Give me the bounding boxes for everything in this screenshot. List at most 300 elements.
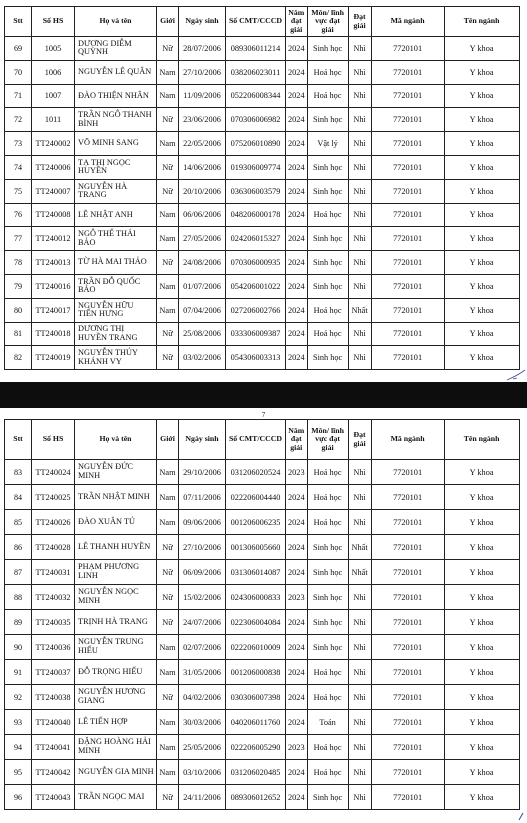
cell-birth-date: 27/10/2006 xyxy=(179,60,226,84)
cell-id-number: 036306003579 xyxy=(226,179,286,203)
cell-award-rank: Nhì xyxy=(348,203,371,227)
cell-full-name: LÊ TIẾN HỢP xyxy=(75,710,157,735)
header-full-name: Họ và tên xyxy=(75,7,157,37)
cell-full-name: LÊ THANH HUYỀN xyxy=(75,535,157,560)
cell-birth-date: 23/06/2006 xyxy=(179,108,226,132)
cell-major-name: Y khoa xyxy=(444,510,519,535)
cell-stt: 95 xyxy=(5,760,32,785)
cell-student-id: TT240016 xyxy=(32,274,75,298)
cell-student-id: TT240036 xyxy=(32,635,75,660)
cell-award-subject: Hoá học xyxy=(307,510,348,535)
header-award-year: Năm đạt giải xyxy=(286,420,308,460)
cell-award-year: 2024 xyxy=(286,485,308,510)
cell-award-rank: Nhì xyxy=(348,37,371,61)
cell-stt: 80 xyxy=(5,298,32,322)
cell-major-name: Y khoa xyxy=(444,179,519,203)
cell-full-name: LÊ NHẬT ANH xyxy=(75,203,157,227)
cell-award-year: 2024 xyxy=(286,203,308,227)
cell-gender: Nam xyxy=(157,735,179,760)
cell-stt: 91 xyxy=(5,660,32,685)
cell-award-rank: Nhất xyxy=(348,535,371,560)
cell-award-rank: Nhì xyxy=(348,108,371,132)
cell-birth-date: 15/02/2006 xyxy=(179,585,226,610)
cell-award-subject: Sinh học xyxy=(307,251,348,275)
cell-birth-date: 01/07/2006 xyxy=(179,274,226,298)
cell-major-name: Y khoa xyxy=(444,735,519,760)
cell-award-subject: Hoá học xyxy=(307,84,348,108)
cell-major-name: Y khoa xyxy=(444,710,519,735)
cell-major-code: 7720101 xyxy=(371,322,444,346)
cell-gender: Nam xyxy=(157,274,179,298)
cell-full-name: NGUYỄN NGỌC MINH xyxy=(75,585,157,610)
cell-stt: 79 xyxy=(5,274,32,298)
cell-student-id: TT240031 xyxy=(32,560,75,585)
cell-gender: Nam xyxy=(157,60,179,84)
cell-award-year: 2024 xyxy=(286,108,308,132)
cell-major-name: Y khoa xyxy=(444,685,519,710)
table-row xyxy=(5,322,520,346)
cell-gender: Nữ xyxy=(157,108,179,132)
cell-award-year: 2024 xyxy=(286,322,308,346)
cell-full-name: DƯƠNG THỊ HUYỀN TRANG xyxy=(75,322,157,346)
cell-major-code: 7720101 xyxy=(371,685,444,710)
cell-birth-date: 09/06/2006 xyxy=(179,510,226,535)
cell-award-year: 2024 xyxy=(286,84,308,108)
table-row xyxy=(5,460,520,485)
cell-full-name: ĐÀO XUÂN TÚ xyxy=(75,510,157,535)
cell-gender: Nữ xyxy=(157,585,179,610)
cell-award-subject: Hoá học xyxy=(307,485,348,510)
table-row xyxy=(5,585,520,610)
cell-award-year: 2024 xyxy=(286,760,308,785)
table-row xyxy=(5,710,520,735)
cell-award-year: 2024 xyxy=(286,60,308,84)
cell-major-name: Y khoa xyxy=(444,585,519,610)
cell-id-number: 031206020485 xyxy=(226,760,286,785)
cell-birth-date: 07/04/2006 xyxy=(179,298,226,322)
cell-award-subject: Sinh học xyxy=(307,560,348,585)
cell-award-subject: Hoá học xyxy=(307,660,348,685)
cell-stt: 93 xyxy=(5,710,32,735)
cell-birth-date: 20/10/2006 xyxy=(179,179,226,203)
cell-stt: 87 xyxy=(5,560,32,585)
cell-birth-date: 25/05/2006 xyxy=(179,735,226,760)
cell-major-code: 7720101 xyxy=(371,298,444,322)
cell-id-number: 054306003313 xyxy=(226,346,286,370)
cell-birth-date: 03/10/2006 xyxy=(179,760,226,785)
table-row xyxy=(5,785,520,810)
cell-major-name: Y khoa xyxy=(444,760,519,785)
cell-award-rank: Nhất xyxy=(348,560,371,585)
cell-student-id: TT240008 xyxy=(32,203,75,227)
cell-gender: Nam xyxy=(157,460,179,485)
cell-award-subject: Sinh học xyxy=(307,37,348,61)
cell-major-name: Y khoa xyxy=(444,322,519,346)
cell-student-id: TT240017 xyxy=(32,298,75,322)
cell-major-name: Y khoa xyxy=(444,785,519,810)
cell-award-subject: Sinh học xyxy=(307,179,348,203)
cell-full-name: ĐẶNG HOÀNG HẢI MINH xyxy=(75,735,157,760)
cell-id-number: 052206008344 xyxy=(226,84,286,108)
cell-major-name: Y khoa xyxy=(444,560,519,585)
cell-gender: Nữ xyxy=(157,322,179,346)
cell-student-id: TT240025 xyxy=(32,485,75,510)
header-major-name: Tên ngành xyxy=(444,7,519,37)
table-row xyxy=(5,735,520,760)
cell-major-code: 7720101 xyxy=(371,760,444,785)
cell-award-year: 2024 xyxy=(286,274,308,298)
cell-award-subject: Hoá học xyxy=(307,203,348,227)
cell-award-year: 2023 xyxy=(286,585,308,610)
cell-award-year: 2024 xyxy=(286,510,308,535)
cell-gender: Nữ xyxy=(157,535,179,560)
cell-award-subject: Sinh học xyxy=(307,346,348,370)
header-award-subject: Môn/ lĩnh vực đạt giải xyxy=(307,420,348,460)
cell-id-number: 089306011214 xyxy=(226,37,286,61)
cell-id-number: 038206023011 xyxy=(226,60,286,84)
cell-student-id: 1011 xyxy=(32,108,75,132)
cell-award-rank: Nhì xyxy=(348,710,371,735)
cell-major-name: Y khoa xyxy=(444,227,519,251)
cell-major-code: 7720101 xyxy=(371,560,444,585)
cell-stt: 84 xyxy=(5,485,32,510)
cell-award-rank: Nhì xyxy=(348,322,371,346)
cell-major-code: 7720101 xyxy=(371,84,444,108)
table-row xyxy=(5,560,520,585)
cell-id-number: 001206000838 xyxy=(226,660,286,685)
cell-award-subject: Hoá học xyxy=(307,460,348,485)
table-row xyxy=(5,60,520,84)
cell-award-rank: Nhì xyxy=(348,760,371,785)
cell-student-id: TT240026 xyxy=(32,510,75,535)
cell-major-code: 7720101 xyxy=(371,346,444,370)
cell-full-name: NGUYỄN GIA MINH xyxy=(75,760,157,785)
cell-award-rank: Nhì xyxy=(348,485,371,510)
cell-major-code: 7720101 xyxy=(371,274,444,298)
cell-stt: 77 xyxy=(5,227,32,251)
cell-major-code: 7720101 xyxy=(371,227,444,251)
cell-student-id: 1006 xyxy=(32,60,75,84)
cell-id-number: 089306012652 xyxy=(226,785,286,810)
cell-award-year: 2024 xyxy=(286,610,308,635)
table-row xyxy=(5,179,520,203)
cell-award-year: 2024 xyxy=(286,710,308,735)
cell-birth-date: 06/09/2006 xyxy=(179,560,226,585)
cell-gender: Nam xyxy=(157,227,179,251)
cell-full-name: VÕ MINH SANG xyxy=(75,132,157,156)
cell-award-subject: Hoá học xyxy=(307,760,348,785)
cell-award-subject: Sinh học xyxy=(307,535,348,560)
cell-award-year: 2024 xyxy=(286,132,308,156)
cell-student-id: TT240041 xyxy=(32,735,75,760)
cell-award-subject: Sinh học xyxy=(307,274,348,298)
cell-full-name: NGUYỄN LÊ QUÂN xyxy=(75,60,157,84)
cell-gender: Nữ xyxy=(157,179,179,203)
cell-birth-date: 24/07/2006 xyxy=(179,610,226,635)
cell-major-code: 7720101 xyxy=(371,485,444,510)
cell-award-subject: Sinh học xyxy=(307,108,348,132)
cell-stt: 76 xyxy=(5,203,32,227)
cell-major-name: Y khoa xyxy=(444,203,519,227)
header-gender: Giới xyxy=(157,7,179,37)
cell-major-code: 7720101 xyxy=(371,585,444,610)
cell-major-name: Y khoa xyxy=(444,155,519,179)
header-major-code: Mã ngành xyxy=(371,7,444,37)
cell-stt: 75 xyxy=(5,179,32,203)
cell-major-code: 7720101 xyxy=(371,785,444,810)
cell-major-name: Y khoa xyxy=(444,635,519,660)
cell-major-name: Y khoa xyxy=(444,298,519,322)
cell-full-name: TỪ HÀ MAI THẢO xyxy=(75,251,157,275)
student-table-page-2 xyxy=(4,419,520,810)
cell-gender: Nam xyxy=(157,660,179,685)
cell-birth-date: 03/02/2006 xyxy=(179,346,226,370)
cell-award-subject: Hoá học xyxy=(307,60,348,84)
cell-full-name: TRẦN NHẬT MINH xyxy=(75,485,157,510)
cell-id-number: 027206002766 xyxy=(226,298,286,322)
cell-award-year: 2024 xyxy=(286,635,308,660)
cell-student-id: TT240032 xyxy=(32,585,75,610)
student-table-page-1 xyxy=(4,6,520,370)
cell-major-code: 7720101 xyxy=(371,132,444,156)
table-header-row xyxy=(5,7,520,37)
cell-major-name: Y khoa xyxy=(444,610,519,635)
header-birth-date: Ngày sinh xyxy=(179,7,226,37)
cell-gender: Nữ xyxy=(157,346,179,370)
cell-id-number: 040206011760 xyxy=(226,710,286,735)
cell-award-rank: Nhì xyxy=(348,460,371,485)
table-row xyxy=(5,346,520,370)
cell-student-id: TT240038 xyxy=(32,685,75,710)
cell-award-rank: Nhì xyxy=(348,510,371,535)
cell-birth-date: 30/03/2006 xyxy=(179,710,226,735)
table-row xyxy=(5,108,520,132)
cell-major-code: 7720101 xyxy=(371,735,444,760)
cell-id-number: 001206006235 xyxy=(226,510,286,535)
cell-full-name: TRẦN NGỌC MAI xyxy=(75,785,157,810)
header-award-year: Năm đạt giải xyxy=(286,7,308,37)
cell-id-number: 022206004440 xyxy=(226,485,286,510)
cell-birth-date: 22/05/2006 xyxy=(179,132,226,156)
cell-student-id: TT240007 xyxy=(32,179,75,203)
cell-award-year: 2024 xyxy=(286,37,308,61)
cell-id-number: 019306009774 xyxy=(226,155,286,179)
cell-gender: Nữ xyxy=(157,785,179,810)
cell-award-rank: Nhì xyxy=(348,251,371,275)
cell-major-name: Y khoa xyxy=(444,535,519,560)
cell-stt: 78 xyxy=(5,251,32,275)
cell-major-name: Y khoa xyxy=(444,84,519,108)
table-row xyxy=(5,203,520,227)
table-row xyxy=(5,227,520,251)
cell-gender: Nam xyxy=(157,510,179,535)
table-row xyxy=(5,251,520,275)
cell-student-id: TT240028 xyxy=(32,535,75,560)
page-number: 7 xyxy=(261,411,266,419)
cell-birth-date: 24/08/2006 xyxy=(179,251,226,275)
table-row xyxy=(5,685,520,710)
cell-award-subject: Sinh học xyxy=(307,785,348,810)
cell-major-code: 7720101 xyxy=(371,710,444,735)
cell-award-rank: Nhì xyxy=(348,735,371,760)
cell-student-id: TT240018 xyxy=(32,322,75,346)
cell-award-year: 2024 xyxy=(286,535,308,560)
header-student-id: Số HS xyxy=(32,7,75,37)
pen-mark xyxy=(505,368,527,382)
table-row xyxy=(5,84,520,108)
cell-major-name: Y khoa xyxy=(444,460,519,485)
cell-award-rank: Nhì xyxy=(348,132,371,156)
cell-major-name: Y khoa xyxy=(444,108,519,132)
document-page-1 xyxy=(0,0,527,382)
cell-student-id: 1007 xyxy=(32,84,75,108)
header-stt: Stt xyxy=(5,7,32,37)
cell-stt: 74 xyxy=(5,155,32,179)
cell-major-code: 7720101 xyxy=(371,251,444,275)
cell-gender: Nữ xyxy=(157,560,179,585)
table-row xyxy=(5,37,520,61)
cell-full-name: ĐỖ TRỌNG HIẾU xyxy=(75,660,157,685)
cell-id-number: 001306005660 xyxy=(226,535,286,560)
cell-award-year: 2024 xyxy=(286,298,308,322)
cell-award-year: 2023 xyxy=(286,460,308,485)
cell-award-subject: Sinh học xyxy=(307,585,348,610)
cell-student-id: TT240037 xyxy=(32,660,75,685)
cell-full-name: TRẦN ĐỖ QUỐC BẢO xyxy=(75,274,157,298)
cell-birth-date: 04/02/2006 xyxy=(179,685,226,710)
cell-stt: 90 xyxy=(5,635,32,660)
cell-major-code: 7720101 xyxy=(371,203,444,227)
cell-stt: 89 xyxy=(5,610,32,635)
cell-gender: Nữ xyxy=(157,251,179,275)
cell-award-rank: Nhì xyxy=(348,227,371,251)
cell-full-name: NGUYỄN THÚY KHÁNH VY xyxy=(75,346,157,370)
cell-stt: 70 xyxy=(5,60,32,84)
cell-award-subject: Toán xyxy=(307,710,348,735)
cell-major-name: Y khoa xyxy=(444,132,519,156)
cell-award-subject: Vật lý xyxy=(307,132,348,156)
cell-major-name: Y khoa xyxy=(444,485,519,510)
cell-gender: Nam xyxy=(157,84,179,108)
table-row xyxy=(5,510,520,535)
cell-award-subject: Sinh học xyxy=(307,610,348,635)
cell-full-name: NGUYỄN TRUNG HIẾU xyxy=(75,635,157,660)
cell-id-number: 070306000935 xyxy=(226,251,286,275)
cell-stt: 94 xyxy=(5,735,32,760)
cell-award-subject: Sinh học xyxy=(307,155,348,179)
cell-full-name: NGUYỄN HỮU TIẾN HƯNG xyxy=(75,298,157,322)
cell-gender: Nữ xyxy=(157,685,179,710)
header-award-rank: Đạt giải xyxy=(348,420,371,460)
cell-full-name: TRẦN NGÔ THANH BÌNH xyxy=(75,108,157,132)
cell-full-name: NGÔ THẾ THÁI BẢO xyxy=(75,227,157,251)
cell-birth-date: 06/06/2006 xyxy=(179,203,226,227)
cell-stt: 72 xyxy=(5,108,32,132)
cell-award-year: 2024 xyxy=(286,155,308,179)
cell-birth-date: 25/08/2006 xyxy=(179,322,226,346)
document-page-2 xyxy=(0,408,527,823)
cell-major-code: 7720101 xyxy=(371,155,444,179)
table-row xyxy=(5,298,520,322)
cell-student-id: TT240040 xyxy=(32,710,75,735)
cell-major-code: 7720101 xyxy=(371,660,444,685)
cell-major-code: 7720101 xyxy=(371,37,444,61)
cell-id-number: 031206020524 xyxy=(226,460,286,485)
header-award-subject: Môn/ lĩnh vực đạt giải xyxy=(307,7,348,37)
cell-award-year: 2024 xyxy=(286,685,308,710)
cell-student-id: TT240043 xyxy=(32,785,75,810)
cell-id-number: 031306014087 xyxy=(226,560,286,585)
cell-award-rank: Nhì xyxy=(348,155,371,179)
cell-gender: Nữ xyxy=(157,37,179,61)
cell-stt: 96 xyxy=(5,785,32,810)
cell-gender: Nữ xyxy=(157,610,179,635)
cell-major-name: Y khoa xyxy=(444,660,519,685)
cell-gender: Nữ xyxy=(157,155,179,179)
cell-id-number: 075206010890 xyxy=(226,132,286,156)
cell-award-subject: Hoá học xyxy=(307,322,348,346)
cell-full-name: ĐÀO THIỆN NHÂN xyxy=(75,84,157,108)
cell-major-code: 7720101 xyxy=(371,610,444,635)
cell-birth-date: 14/06/2006 xyxy=(179,155,226,179)
cell-id-number: 022206005290 xyxy=(226,735,286,760)
cell-student-id: TT240042 xyxy=(32,760,75,785)
cell-major-name: Y khoa xyxy=(444,37,519,61)
cell-major-code: 7720101 xyxy=(371,179,444,203)
cell-birth-date: 02/07/2006 xyxy=(179,635,226,660)
cell-award-subject: Hoá học xyxy=(307,735,348,760)
cell-award-year: 2024 xyxy=(286,251,308,275)
page-corner-mark xyxy=(517,810,527,822)
cell-award-rank: Nhì xyxy=(348,585,371,610)
cell-student-id: 1005 xyxy=(32,37,75,61)
cell-student-id: TT240024 xyxy=(32,460,75,485)
table-header-row xyxy=(5,420,520,460)
cell-student-id: TT240035 xyxy=(32,610,75,635)
cell-full-name: PHẠM PHƯƠNG LINH xyxy=(75,560,157,585)
header-full-name: Họ và tên xyxy=(75,420,157,460)
cell-birth-date: 07/11/2006 xyxy=(179,485,226,510)
cell-student-id: TT240012 xyxy=(32,227,75,251)
cell-major-code: 7720101 xyxy=(371,510,444,535)
cell-award-year: 2024 xyxy=(286,346,308,370)
cell-student-id: TT240002 xyxy=(32,132,75,156)
cell-stt: 69 xyxy=(5,37,32,61)
table-row xyxy=(5,535,520,560)
header-major-name: Tên ngành xyxy=(444,420,519,460)
table-row xyxy=(5,660,520,685)
cell-student-id: TT240013 xyxy=(32,251,75,275)
cell-gender: Nam xyxy=(157,203,179,227)
cell-id-number: 024306000833 xyxy=(226,585,286,610)
cell-major-code: 7720101 xyxy=(371,460,444,485)
cell-full-name: DƯƠNG DIỄM QUỲNH xyxy=(75,37,157,61)
cell-gender: Nam xyxy=(157,760,179,785)
cell-birth-date: 29/10/2006 xyxy=(179,460,226,485)
cell-major-name: Y khoa xyxy=(444,60,519,84)
cell-birth-date: 28/07/2006 xyxy=(179,37,226,61)
header-gender: Giới xyxy=(157,420,179,460)
cell-student-id: TT240019 xyxy=(32,346,75,370)
table-row xyxy=(5,760,520,785)
cell-student-id: TT240006 xyxy=(32,155,75,179)
cell-birth-date: 11/09/2006 xyxy=(179,84,226,108)
cell-award-subject: Sinh học xyxy=(307,635,348,660)
cell-id-number: 024206015327 xyxy=(226,227,286,251)
cell-award-rank: Nhì xyxy=(348,179,371,203)
cell-birth-date: 27/05/2006 xyxy=(179,227,226,251)
cell-award-rank: Nhì xyxy=(348,785,371,810)
